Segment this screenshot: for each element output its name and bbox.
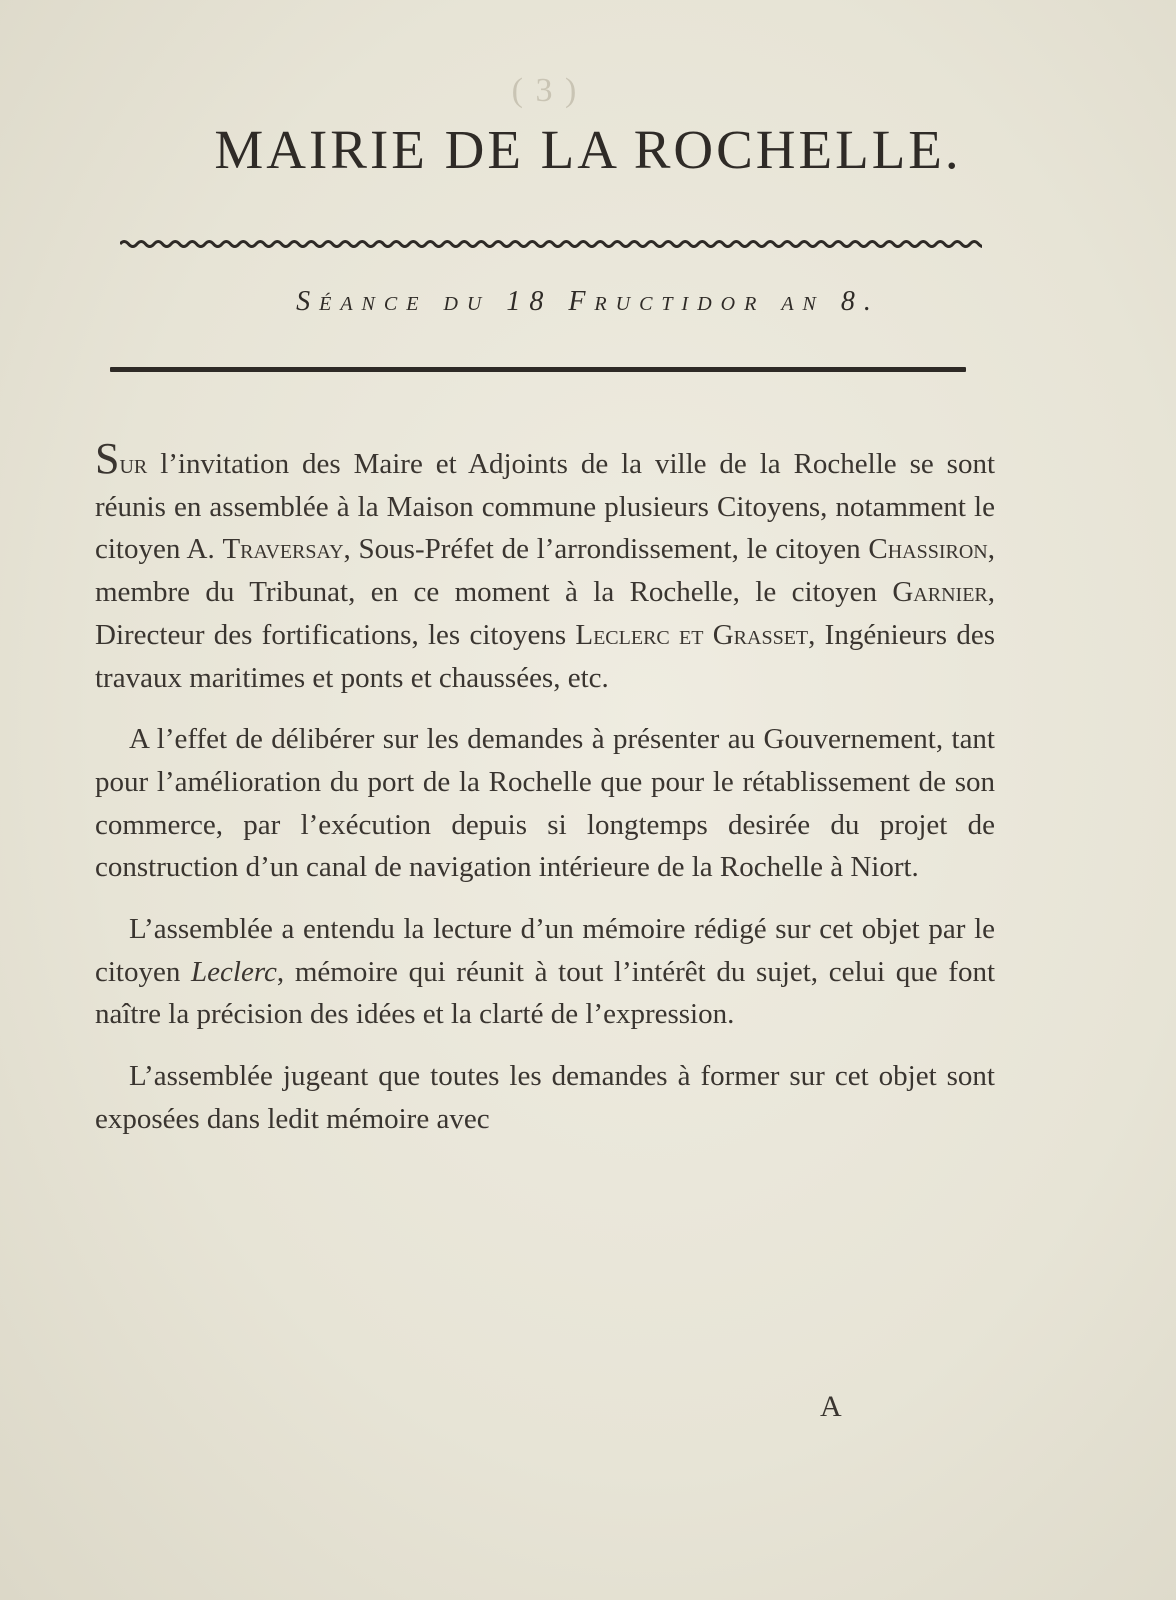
name-chassiron: Chassiron	[868, 533, 988, 566]
names-leclerc-grasset: Leclerc et Grasset	[575, 618, 809, 651]
paragraph-4: L’assemblée jugeant que toutes les demandes à former sur cet objet sont exposées dans ledit mémoire avec	[95, 1060, 995, 1135]
page-folio: ( 3 )	[511, 72, 579, 109]
paragraph-2: A l’effet de délibérer sur les demandes à présenter au Gouvernement, tant pour l’amélioration du port de la Rochelle que pour le rétablissement de son commerce, par l’exécution depuis si longtemps desirée du projet de construction d’un canal de navigation intérieure de la Rochelle à Niort.	[95, 723, 995, 884]
drop-cap: S	[95, 434, 120, 483]
paragraph-3-text-2: , mémoire qui réunit à tout l’intérêt du sujet, celui que font naître la précision des idées et la clarté de l’expression.	[95, 955, 995, 1031]
name-garnier: Garnier	[892, 576, 988, 609]
name-leclerc-italic: Leclerc	[191, 955, 277, 988]
paragraph-1-text-4: , Directeur des fortifications, les citoyens	[95, 576, 995, 651]
session-date-text: Séance du 18 Fructidor an 8.	[296, 286, 880, 317]
heading-divider-rule	[110, 367, 966, 372]
paragraph-1-text-5: , Ingénieurs des travaux maritimes et ponts et chaussées, etc.	[95, 618, 995, 694]
lead-in: ur	[119, 448, 148, 480]
paragraph-1-text-1: l’invitation des Maire et Adjoints de la ville de la Rochelle se sont réunis en assemblée à la Maison commune plusieurs Citoyens, notamment le citoyen A.	[95, 448, 995, 566]
paragraph-1	[95, 434, 996, 699]
paragraph-3-text-1: L’assemblée a entendu la lecture d’un mémoire rédigé sur cet objet par le citoyen	[95, 913, 995, 988]
page-title: MAIRIE DE LA ROCHELLE.	[214, 119, 962, 180]
document-body	[95, 434, 996, 1160]
paragraph-3	[95, 908, 995, 1036]
signature-mark: A	[820, 1390, 842, 1423]
paragraph-1-text-3: , membre du Tribunat, en ce moment à la Rochelle, le citoyen	[95, 533, 996, 609]
paragraph-1-text-2: , Sous-Préfet de l’arrondissement, le citoyen	[343, 533, 869, 566]
ornamental-wavy-rule	[120, 232, 982, 256]
name-traversay: Traversay	[222, 533, 344, 566]
session-date-heading	[0, 286, 1176, 318]
